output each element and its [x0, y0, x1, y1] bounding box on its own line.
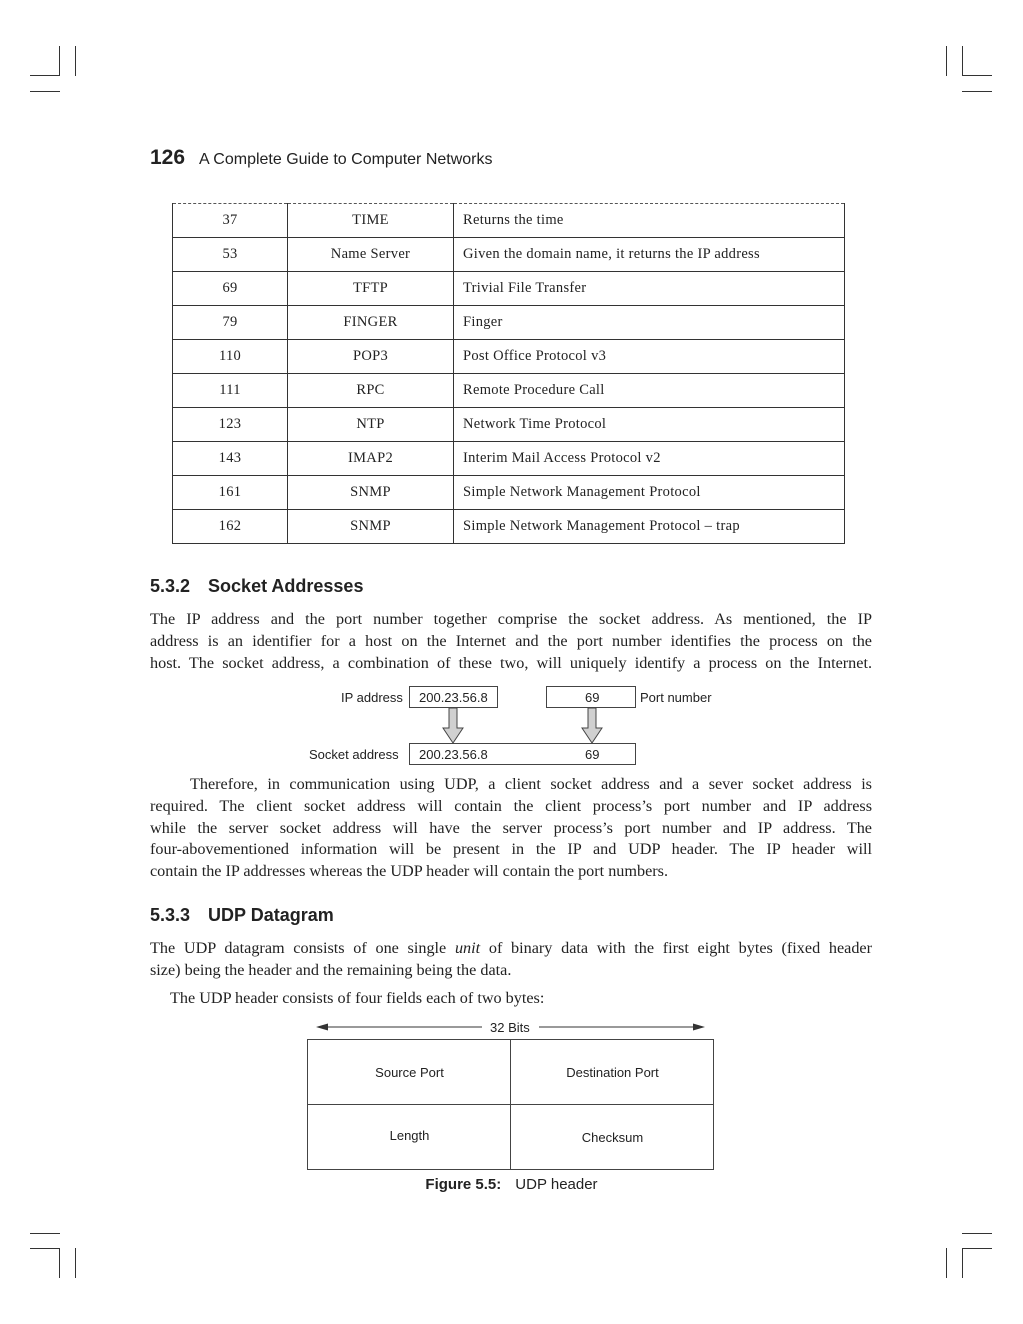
emphasis-unit: unit: [454, 939, 481, 957]
table-row: [173, 510, 845, 544]
port-cell: 110: [173, 340, 288, 374]
protocol-cell: NTP: [288, 408, 454, 442]
crop-mark: [75, 1248, 76, 1278]
text-line: The IP address and the port number together comprise the socket address. As mentioned, the IP: [150, 610, 872, 628]
table-row: [173, 238, 845, 272]
socket-addresses-paragraph: [150, 609, 872, 674]
protocol-cell: SNMP: [288, 510, 454, 544]
crop-mark: [30, 91, 60, 92]
description-cell: Simple Network Management Protocol: [454, 476, 845, 510]
crop-mark: [30, 1233, 60, 1234]
length-field: Length: [389, 1128, 430, 1143]
port-cell: 162: [173, 510, 288, 544]
port-cell: 69: [173, 272, 288, 306]
text-line: [150, 938, 872, 960]
ports-table: [172, 203, 845, 544]
section-title: UDP Datagram: [208, 905, 334, 925]
figure-label: Figure 5.5:: [425, 1176, 502, 1193]
grid-divider: [308, 1104, 713, 1105]
protocol-cell: Name Server: [288, 238, 454, 272]
crop-mark: [946, 1248, 947, 1278]
text-run: of binary data with the first eight bytes (fixed header: [480, 939, 873, 957]
protocol-cell: POP3: [288, 340, 454, 374]
description-cell: Post Office Protocol v3: [454, 340, 845, 374]
ip-address-label: IP address: [341, 690, 403, 705]
table-row: [173, 340, 845, 374]
book-title: A Complete Guide to Computer Networks: [199, 151, 493, 168]
description-cell: Returns the time: [454, 204, 845, 238]
udp-header-intro: [150, 988, 872, 1010]
protocol-cell: FINGER: [288, 306, 454, 340]
text-line: four-abovementioned information will be present in the IP and UDP header. The IP header will: [150, 840, 872, 859]
ip-address-value: 200.23.56.8: [419, 690, 488, 705]
section-heading-udp-datagram: [150, 905, 334, 926]
ip-address-box: [409, 686, 498, 708]
crop-mark: [30, 1248, 60, 1249]
udp-datagram-paragraph: [150, 938, 872, 982]
section-number: 5.3.3: [150, 905, 191, 925]
crop-mark: [962, 1248, 963, 1278]
port-cell: 143: [173, 442, 288, 476]
down-arrow-icon: [581, 708, 603, 744]
crop-mark: [962, 91, 992, 92]
text-line: The UDP header consists of four fields each of two bytes:: [170, 989, 545, 1007]
crop-mark: [962, 1248, 992, 1249]
protocol-cell: RPC: [288, 374, 454, 408]
crop-mark: [75, 46, 76, 76]
crop-mark: [962, 46, 963, 76]
port-cell: 123: [173, 408, 288, 442]
figure-caption: [0, 1176, 1023, 1193]
crop-mark: [59, 46, 60, 76]
crop-mark: [946, 46, 947, 76]
socket-address-label: Socket address: [309, 747, 399, 762]
protocol-cell: TFTP: [288, 272, 454, 306]
udp-header-grid: [307, 1039, 714, 1170]
protocol-cell: SNMP: [288, 476, 454, 510]
section-heading-socket-addresses: [150, 576, 363, 597]
description-cell: Network Time Protocol: [454, 408, 845, 442]
crop-mark: [962, 75, 992, 76]
port-number-value: 69: [585, 690, 600, 705]
port-cell: 37: [173, 204, 288, 238]
therefore-paragraph: [150, 774, 872, 883]
description-cell: Trivial File Transfer: [454, 272, 845, 306]
protocol-cell: TIME: [288, 204, 454, 238]
destination-port-field: Destination Port: [566, 1065, 659, 1080]
text-line: required. The client socket address will contain the client process’s port number and IP address: [150, 796, 872, 815]
description-cell: Interim Mail Access Protocol v2: [454, 442, 845, 476]
socket-ip-value: 200.23.56.8: [419, 747, 488, 762]
text-line: while the server socket address will have the server process’s port number and IP address. The: [150, 818, 872, 837]
text-line: size) being the header and the remaining being the data.: [150, 960, 512, 979]
description-cell: Given the domain name, it returns the IP address: [454, 238, 845, 272]
port-cell: 111: [173, 374, 288, 408]
text-line: contain the IP addresses whereas the UDP header will contain the port numbers.: [150, 862, 668, 881]
checksum-field: Checksum: [581, 1130, 644, 1145]
text-run: The UDP datagram consists of one single: [150, 939, 455, 957]
port-number-box: [546, 686, 636, 708]
table-row: [173, 204, 845, 238]
table-row: [173, 476, 845, 510]
section-title: Socket Addresses: [208, 576, 364, 596]
description-cell: Remote Procedure Call: [454, 374, 845, 408]
figure-title: UDP header: [515, 1176, 598, 1193]
socket-port-value: 69: [585, 747, 600, 762]
page-number: 126: [150, 146, 186, 169]
crop-mark: [30, 75, 60, 76]
running-head: [150, 146, 493, 174]
description-cell: Simple Network Management Protocol – trap: [454, 510, 845, 544]
port-cell: 53: [173, 238, 288, 272]
port-number-label: Port number: [640, 690, 712, 705]
text-line: address is an identifier for a host on the Internet and the port number identifies the process on the: [150, 631, 872, 650]
right-arrow-icon: [539, 1021, 705, 1033]
table-row: [173, 408, 845, 442]
section-number: 5.3.2: [150, 576, 191, 596]
text-line: Therefore, in communication using UDP, a client socket address and a sever socket address is: [190, 775, 872, 793]
table-row: [173, 442, 845, 476]
table-row: [173, 306, 845, 340]
crop-mark: [962, 1233, 992, 1234]
table-row: [173, 374, 845, 408]
down-arrow-icon: [442, 708, 464, 744]
table-row: [173, 272, 845, 306]
port-cell: 79: [173, 306, 288, 340]
port-cell: 161: [173, 476, 288, 510]
source-port-field: Source Port: [375, 1065, 444, 1080]
socket-address-box: [409, 743, 636, 765]
protocol-cell: IMAP2: [288, 442, 454, 476]
left-arrow-icon: [316, 1021, 484, 1033]
text-line: host. The socket address, a combination of these two, will uniquely identify a process on the Internet.: [150, 653, 872, 672]
description-cell: Finger: [454, 306, 845, 340]
crop-mark: [59, 1248, 60, 1278]
width-label: 32 Bits: [490, 1020, 530, 1035]
